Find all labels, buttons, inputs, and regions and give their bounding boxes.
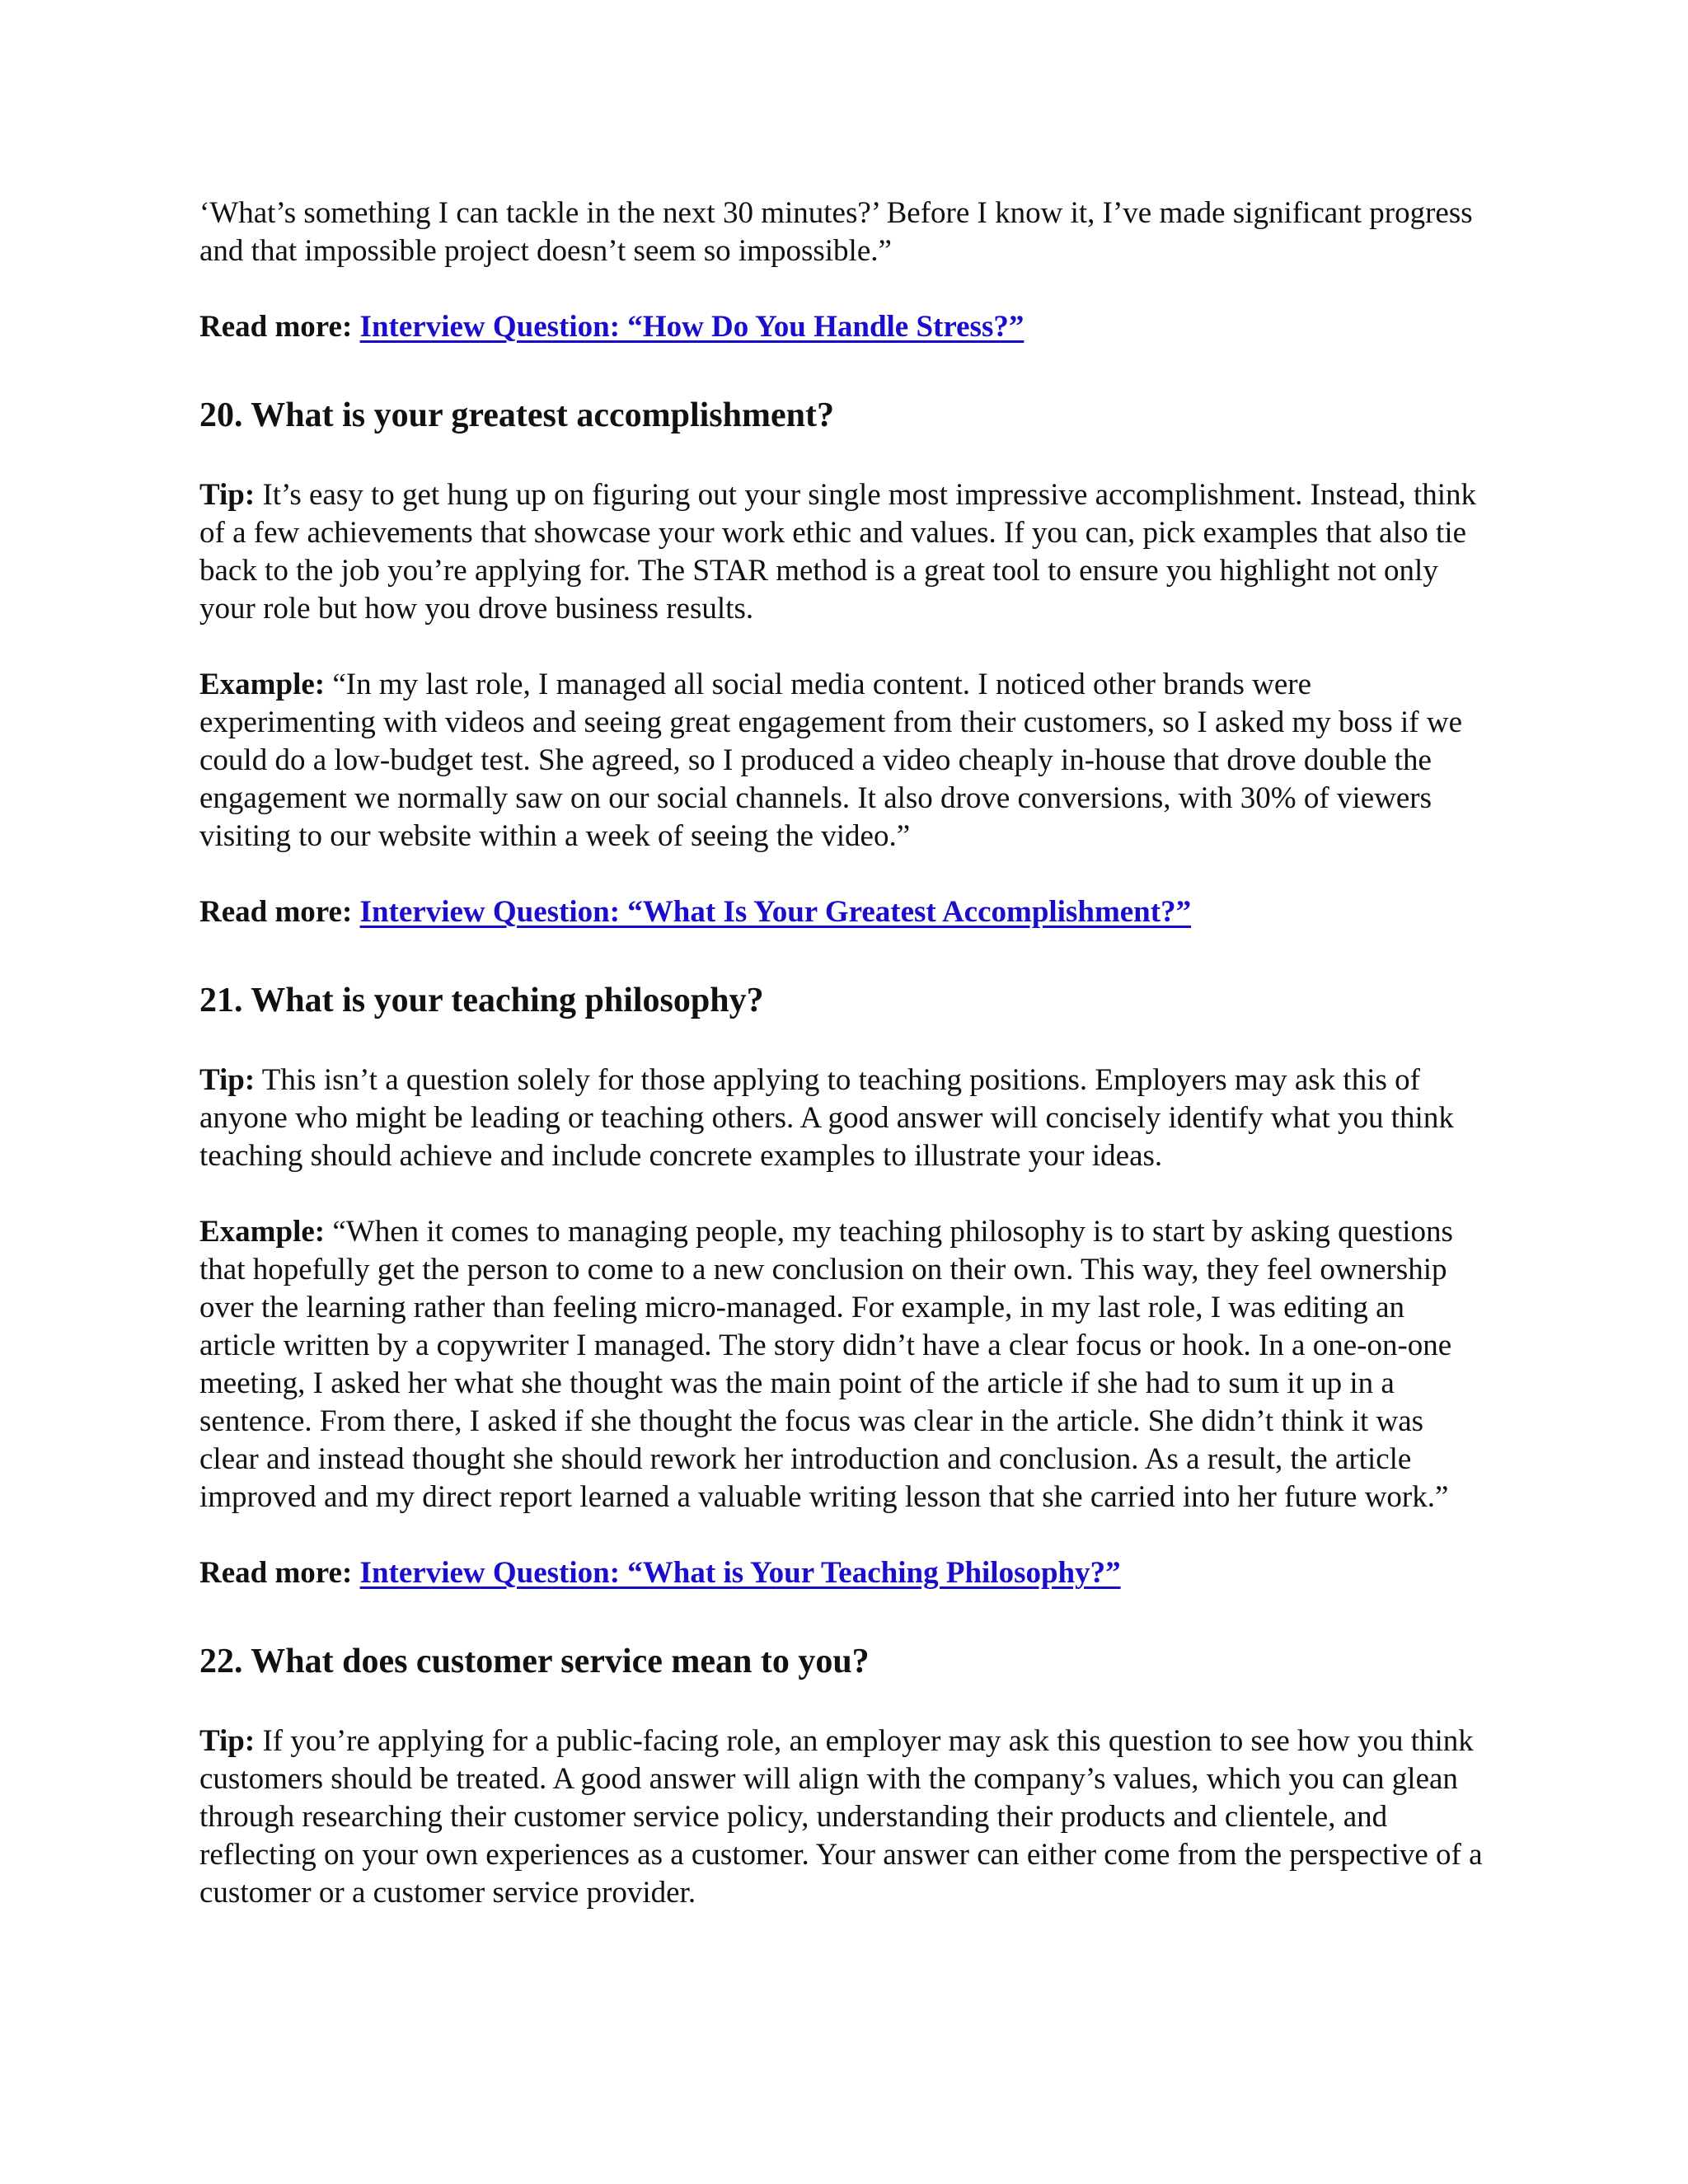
heading-q20: 20. What is your greatest accomplishment? [199,396,834,434]
tip-q22 [199,1722,1485,1912]
heading-q21: 21. What is your teaching philosophy? [199,982,764,1019]
read-more-accomplishment [199,893,1485,931]
example-q20 [199,666,1485,855]
tip-text: It’s easy to get hung up on figuring out your single most impressive accomplishment. Instead, think of a few achievements that showcase your work ethic and values. If you can, pick examples that also tie back to the job you’re applying for. The STAR method is a great tool to ensure you highlight not only your role but how you drove business results. [199,478,1477,626]
tip-text: This isn’t a question solely for those applying to teaching positions. Employers may ask this of anyone who might be leading or teaching others. A good answer will concisely identify what you think teaching should achieve and include concrete examples to illustrate your ideas. [199,1063,1454,1173]
tip-label: Tip: [199,1063,256,1097]
tip-q21 [199,1062,1485,1175]
link-handle-stress[interactable]: Interview Question: “How Do You Handle Stress?” [359,310,1025,344]
link-teaching-philosophy[interactable]: Interview Question: “What is Your Teaching Philosophy?” [359,1556,1121,1590]
tip-label: Tip: [199,1724,256,1758]
read-more-label: Read more: [199,895,353,929]
example-text: “When it comes to managing people, my teaching philosophy is to start by asking questions that hopefully get the person to come to a new conclusion on their own. This way, they feel ownership over the learning rather than feeling micro-managed. For example, in my last role, I was editing an article written by a copywriter I managed. The story didn’t have a clear focus or hook. In a one-on-one meeting, I asked her what she thought was the main point of the article if she had to sum it up in a sentence. From there, I asked if she thought the focus was clear in the article. She didn’t think it was clear and instead thought she should rework her introduction and conclusion. As a result, the article improved and my direct report learned a valuable writing lesson that she carried into her future work.” [199,1215,1453,1514]
read-more-label: Read more: [199,310,353,344]
read-more-label: Read more: [199,1556,353,1590]
example-text: “In my last role, I managed all social media content. I noticed other brands were experimenting with videos and seeing great engagement from their customers, so I asked my boss if we could do a low-budget test. She agreed, so I produced a video cheaply in-house that drove double the engagement we normally saw on our social channels. It also drove conversions, with 30% of viewers visiting to our website within a week of seeing the video.” [199,668,1463,853]
example-label: Example: [199,1215,326,1249]
example-label: Example: [199,668,326,701]
read-more-stress [199,308,1485,346]
document-page [199,194,1485,1950]
heading-q22: 22. What does customer service mean to you? [199,1643,870,1680]
link-greatest-accomplishment[interactable]: Interview Question: “What Is Your Greatest Accomplishment?” [359,895,1192,929]
intro-paragraph: ‘What’s something I can tackle in the next 30 minutes?’ Before I know it, I’ve made significant progress and that impossible project doesn’t seem so impossible.” [199,196,1473,268]
tip-label: Tip: [199,478,256,512]
tip-q20 [199,476,1485,628]
tip-text: If you’re applying for a public-facing role, an employer may ask this question to see how you think customers should be treated. A good answer will align with the company’s values, which you can glean through researching their customer service policy, understanding their products and clientele, and reflecting on your own experiences as a customer. Your answer can either come from the perspective of a customer or a customer service provider. [199,1724,1483,1910]
example-q21 [199,1213,1485,1516]
read-more-teaching [199,1554,1485,1592]
